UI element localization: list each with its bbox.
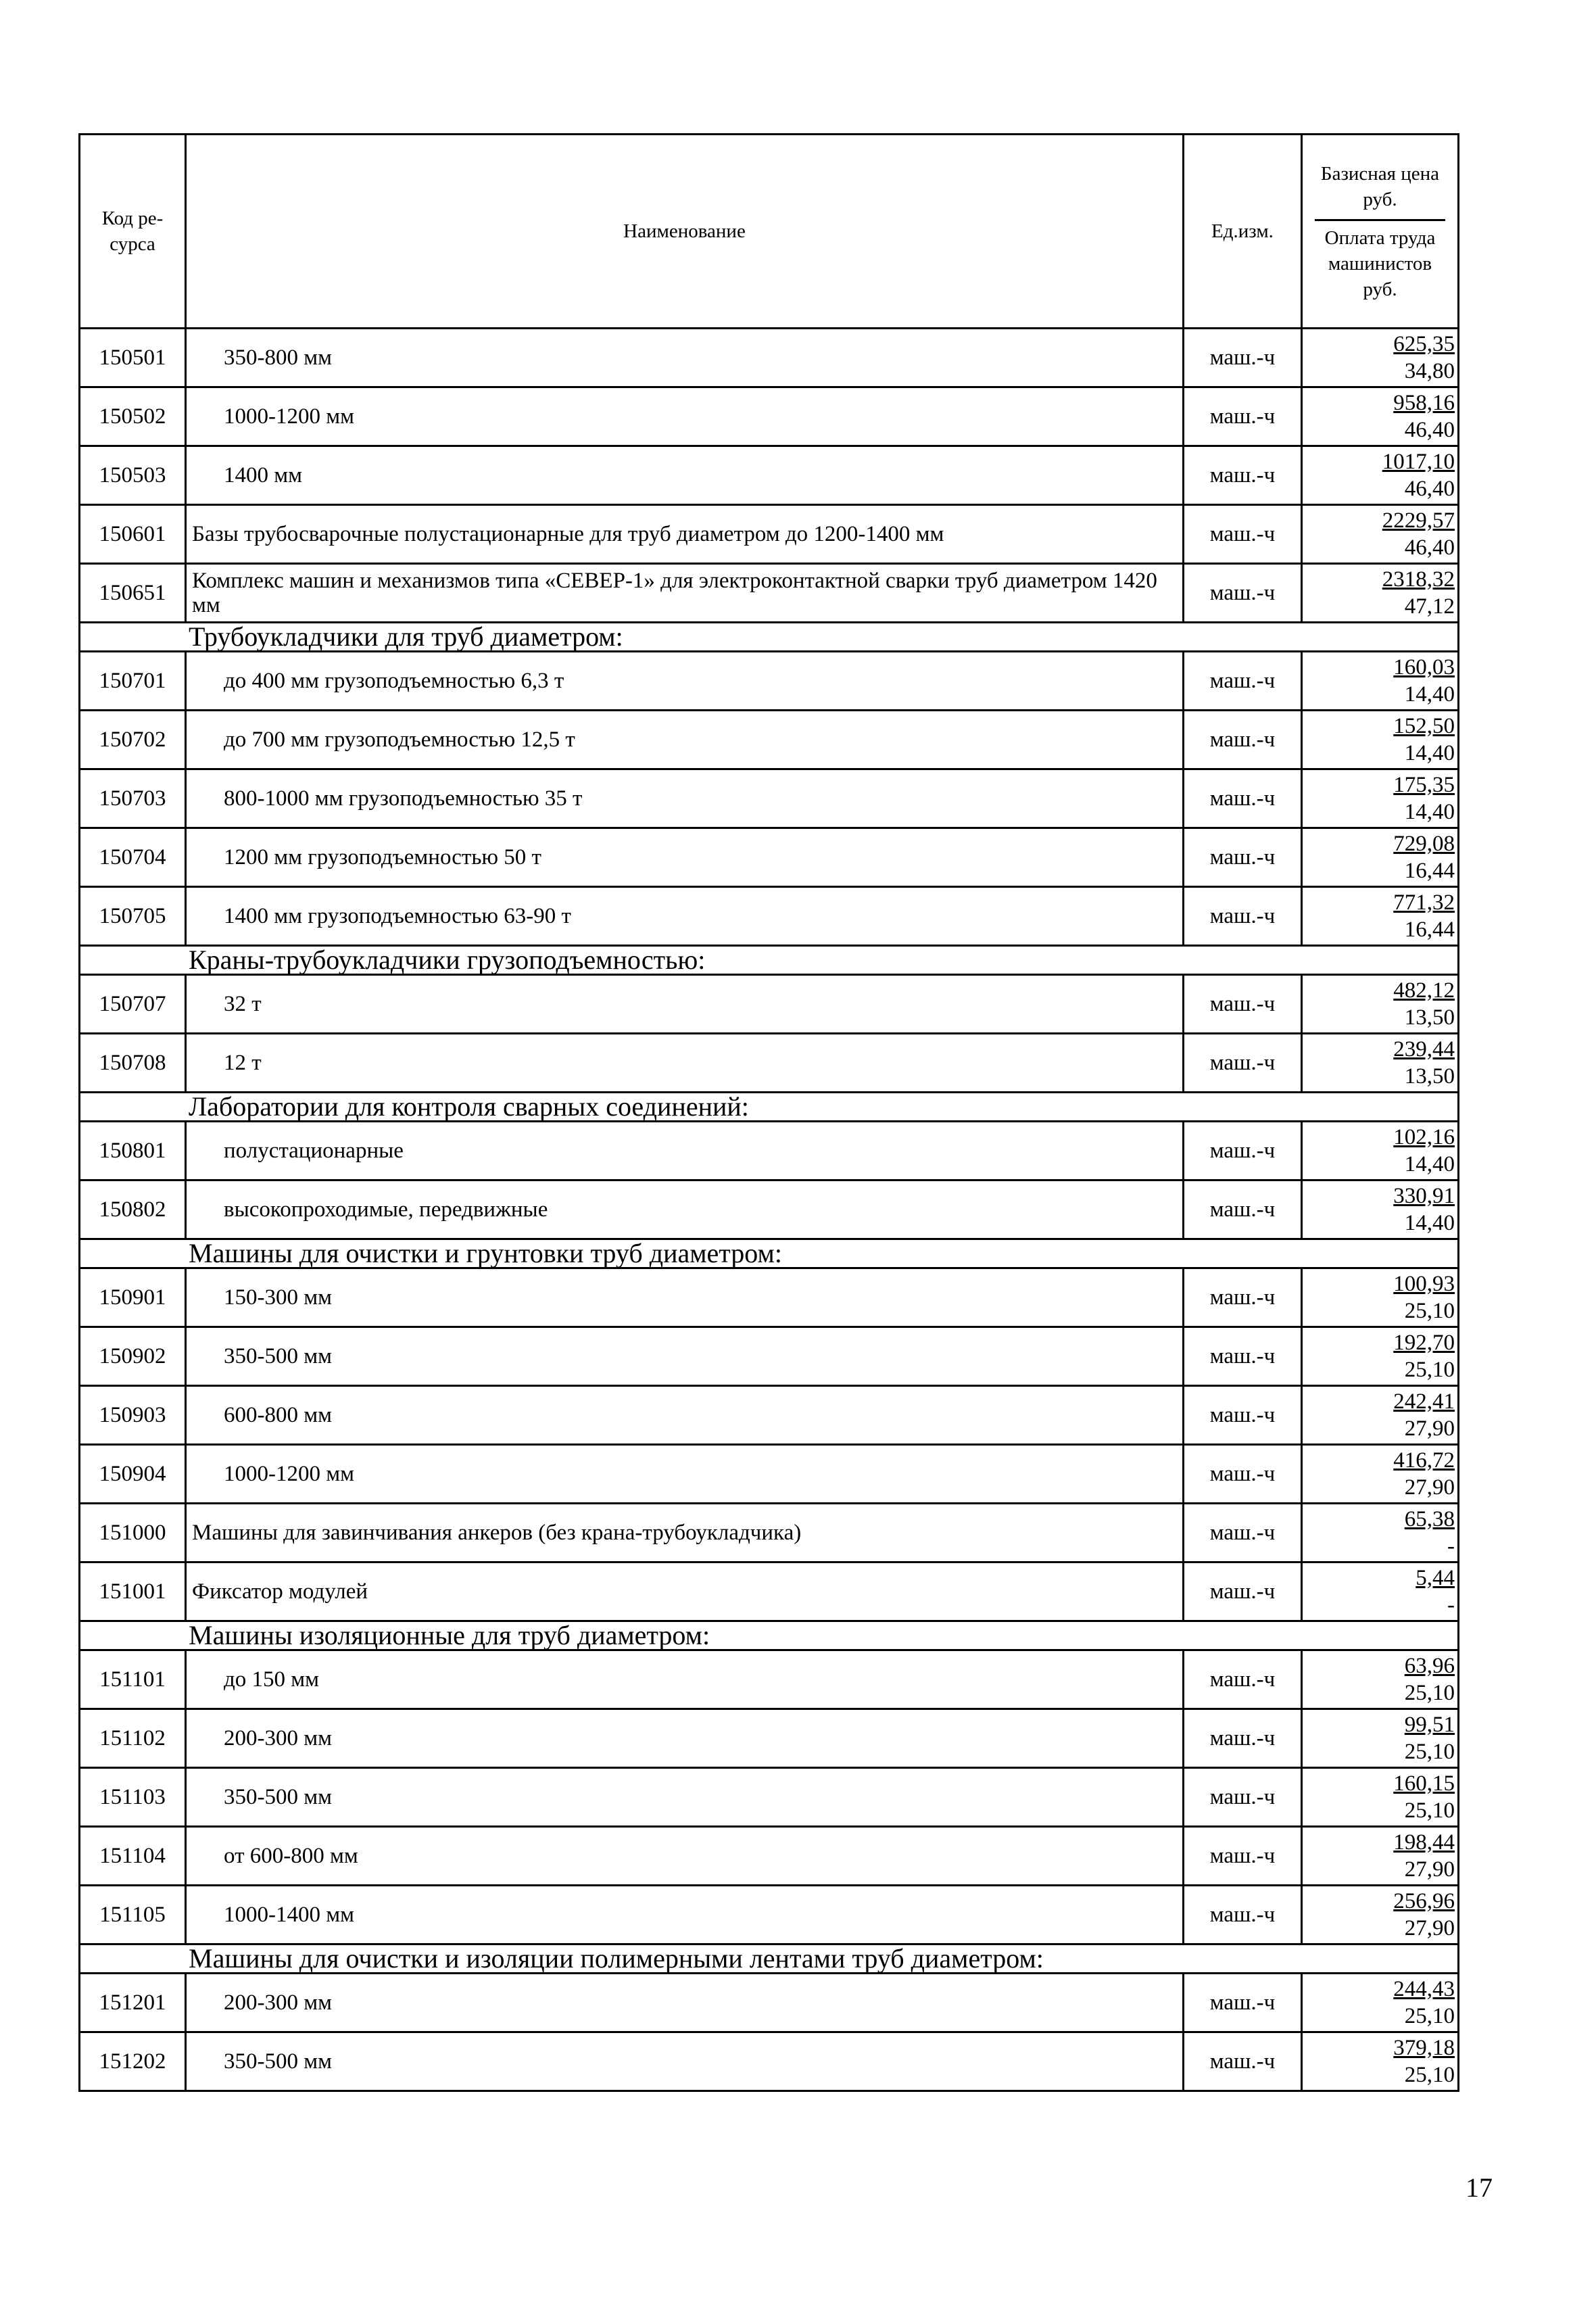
base-price: 63,96 bbox=[1404, 1654, 1455, 1678]
unit: маш.-ч bbox=[1184, 387, 1302, 446]
base-price: 65,38 bbox=[1404, 1507, 1455, 1531]
operator-wage: 16,44 bbox=[1404, 859, 1455, 883]
resource-name: до 150 мм bbox=[186, 1650, 1184, 1709]
price-cell bbox=[1302, 711, 1459, 769]
operator-wage: 13,50 bbox=[1404, 1064, 1455, 1089]
base-price: 198,44 bbox=[1393, 1830, 1455, 1855]
base-price: 5,44 bbox=[1416, 1566, 1455, 1590]
resource-code: 150801 bbox=[80, 1122, 186, 1180]
operator-wage: 14,40 bbox=[1404, 682, 1455, 707]
resource-name: 1400 мм грузоподъемностью 63-90 т bbox=[186, 887, 1184, 946]
resource-code: 150708 bbox=[80, 1034, 186, 1093]
resource-code: 151000 bbox=[80, 1504, 186, 1562]
unit: маш.-ч bbox=[1184, 1768, 1302, 1827]
resource-code: 150707 bbox=[80, 975, 186, 1034]
resource-name: Машины для завинчивания анкеров (без крана-трубоукладчика) bbox=[186, 1504, 1184, 1562]
table-row bbox=[80, 1768, 1459, 1827]
operator-wage: 27,90 bbox=[1404, 1857, 1455, 1882]
unit: маш.-ч bbox=[1184, 1122, 1302, 1180]
unit: маш.-ч bbox=[1184, 446, 1302, 505]
resource-code: 151202 bbox=[80, 2032, 186, 2091]
header-divider bbox=[1315, 219, 1445, 221]
base-price: 192,70 bbox=[1393, 1331, 1455, 1355]
price-cell bbox=[1302, 329, 1459, 387]
resource-code: 150904 bbox=[80, 1445, 186, 1504]
base-price: 416,72 bbox=[1393, 1448, 1455, 1473]
operator-wage: 14,40 bbox=[1404, 741, 1455, 765]
resource-name: 200-300 мм bbox=[186, 1974, 1184, 2032]
base-price: 242,41 bbox=[1393, 1389, 1455, 1414]
table-body bbox=[80, 329, 1459, 2091]
header-unit: Ед.изм. bbox=[1184, 135, 1302, 329]
table-row bbox=[80, 2032, 1459, 2091]
resource-code: 150501 bbox=[80, 329, 186, 387]
unit: маш.-ч bbox=[1184, 711, 1302, 769]
price-cell bbox=[1302, 1445, 1459, 1504]
resource-name: 600-800 мм bbox=[186, 1386, 1184, 1445]
section-header-row bbox=[80, 1944, 1459, 1974]
operator-wage: 25,10 bbox=[1404, 2063, 1455, 2087]
unit: маш.-ч bbox=[1184, 1650, 1302, 1709]
table-row bbox=[80, 652, 1459, 711]
price-cell bbox=[1302, 652, 1459, 711]
operator-wage: 27,90 bbox=[1404, 1916, 1455, 1940]
header-code: Код ре-сурса bbox=[80, 135, 186, 329]
base-price: 2229,57 bbox=[1382, 508, 1455, 533]
resource-code: 150802 bbox=[80, 1180, 186, 1239]
base-price: 379,18 bbox=[1393, 2036, 1455, 2060]
header-price-wage: Оплата труда машинистов руб. bbox=[1324, 226, 1436, 300]
resource-code: 151103 bbox=[80, 1768, 186, 1827]
unit: маш.-ч bbox=[1184, 564, 1302, 623]
base-price: 256,96 bbox=[1393, 1889, 1455, 1913]
table-header-row bbox=[80, 135, 1459, 329]
resource-name: 1200 мм грузоподъемностью 50 т bbox=[186, 828, 1184, 887]
unit: маш.-ч bbox=[1184, 1974, 1302, 2032]
base-price: 729,08 bbox=[1393, 832, 1455, 856]
section-header-row bbox=[80, 1239, 1459, 1268]
resource-name: Фиксатор модулей bbox=[186, 1562, 1184, 1621]
resource-code: 150651 bbox=[80, 564, 186, 623]
section-title: Трубоукладчики для труб диаметром: bbox=[80, 623, 1459, 652]
resource-name: 350-500 мм bbox=[186, 1327, 1184, 1386]
resource-code: 150704 bbox=[80, 828, 186, 887]
table-row bbox=[80, 1974, 1459, 2032]
base-price: 482,12 bbox=[1393, 978, 1455, 1003]
table-row bbox=[80, 1562, 1459, 1621]
base-price: 330,91 bbox=[1393, 1184, 1455, 1208]
resource-name: Комплекс машин и механизмов типа «СЕВЕР-1» для электроконтактной сварки труб диаметром 1420 мм bbox=[186, 564, 1184, 623]
base-price: 175,35 bbox=[1393, 773, 1455, 797]
resource-code: 150901 bbox=[80, 1268, 186, 1327]
resource-name: Базы трубосварочные полустационарные для труб диаметром до 1200-1400 мм bbox=[186, 505, 1184, 564]
resource-code: 151001 bbox=[80, 1562, 186, 1621]
resource-name: 800-1000 мм грузоподъемностью 35 т bbox=[186, 769, 1184, 828]
unit: маш.-ч bbox=[1184, 652, 1302, 711]
operator-wage: 25,10 bbox=[1404, 1798, 1455, 1823]
price-cell bbox=[1302, 1268, 1459, 1327]
section-title: Машины изоляционные для труб диаметром: bbox=[80, 1621, 1459, 1650]
resource-name: 1000-1200 мм bbox=[186, 1445, 1184, 1504]
base-price: 2318,32 bbox=[1382, 567, 1455, 592]
resource-code: 151101 bbox=[80, 1650, 186, 1709]
price-cell bbox=[1302, 1886, 1459, 1944]
resource-name: до 700 мм грузоподъемностью 12,5 т bbox=[186, 711, 1184, 769]
header-price bbox=[1302, 135, 1459, 329]
operator-wage: 25,10 bbox=[1404, 1299, 1455, 1323]
base-price: 100,93 bbox=[1393, 1272, 1455, 1296]
price-cell bbox=[1302, 1650, 1459, 1709]
table-row bbox=[80, 1180, 1459, 1239]
table-row bbox=[80, 1709, 1459, 1768]
operator-wage: 34,80 bbox=[1404, 359, 1455, 383]
table-row bbox=[80, 446, 1459, 505]
base-price: 102,16 bbox=[1393, 1125, 1455, 1149]
section-title: Машины для очистки и изоляции полимерными лентами труб диаметром: bbox=[80, 1944, 1459, 1974]
price-cell bbox=[1302, 828, 1459, 887]
unit: маш.-ч bbox=[1184, 975, 1302, 1034]
table-row bbox=[80, 1886, 1459, 1944]
base-price: 99,51 bbox=[1404, 1713, 1455, 1737]
resource-name: 150-300 мм bbox=[186, 1268, 1184, 1327]
table-row bbox=[80, 887, 1459, 946]
unit: маш.-ч bbox=[1184, 1327, 1302, 1386]
resource-code: 150601 bbox=[80, 505, 186, 564]
operator-wage: 27,90 bbox=[1404, 1475, 1455, 1500]
resource-code: 151104 bbox=[80, 1827, 186, 1886]
unit: маш.-ч bbox=[1184, 2032, 1302, 2091]
base-price: 1017,10 bbox=[1382, 450, 1455, 474]
operator-wage: 25,10 bbox=[1404, 1681, 1455, 1705]
base-price: 152,50 bbox=[1393, 714, 1455, 738]
unit: маш.-ч bbox=[1184, 1886, 1302, 1944]
operator-wage: 46,40 bbox=[1404, 535, 1455, 560]
resource-name: 32 т bbox=[186, 975, 1184, 1034]
table-row bbox=[80, 1327, 1459, 1386]
resource-code: 150702 bbox=[80, 711, 186, 769]
table-row bbox=[80, 828, 1459, 887]
operator-wage: 25,10 bbox=[1404, 1740, 1455, 1764]
table-row bbox=[80, 1504, 1459, 1562]
table-row bbox=[80, 1650, 1459, 1709]
table-row bbox=[80, 1386, 1459, 1445]
resource-name: 1000-1400 мм bbox=[186, 1886, 1184, 1944]
price-cell bbox=[1302, 1709, 1459, 1768]
price-cell bbox=[1302, 2032, 1459, 2091]
unit: маш.-ч bbox=[1184, 1386, 1302, 1445]
unit: маш.-ч bbox=[1184, 329, 1302, 387]
table-row bbox=[80, 711, 1459, 769]
operator-wage: 46,40 bbox=[1404, 418, 1455, 442]
unit: маш.-ч bbox=[1184, 887, 1302, 946]
price-cell bbox=[1302, 505, 1459, 564]
price-cell bbox=[1302, 1122, 1459, 1180]
table-row bbox=[80, 1122, 1459, 1180]
price-cell bbox=[1302, 1562, 1459, 1621]
price-cell bbox=[1302, 975, 1459, 1034]
resource-name: до 400 мм грузоподъемностью 6,3 т bbox=[186, 652, 1184, 711]
resource-code: 151201 bbox=[80, 1974, 186, 2032]
price-cell bbox=[1302, 387, 1459, 446]
operator-wage: 14,40 bbox=[1404, 800, 1455, 824]
unit: маш.-ч bbox=[1184, 505, 1302, 564]
price-cell bbox=[1302, 1034, 1459, 1093]
header-price-base: Базисная цена руб. bbox=[1320, 162, 1440, 210]
resource-code: 150502 bbox=[80, 387, 186, 446]
unit: маш.-ч bbox=[1184, 1562, 1302, 1621]
price-cell bbox=[1302, 1974, 1459, 2032]
table-row bbox=[80, 975, 1459, 1034]
section-header-row bbox=[80, 1093, 1459, 1122]
resource-name: полустационарные bbox=[186, 1122, 1184, 1180]
price-cell bbox=[1302, 1827, 1459, 1886]
resource-code: 150705 bbox=[80, 887, 186, 946]
base-price: 160,15 bbox=[1393, 1771, 1455, 1796]
base-price: 625,35 bbox=[1393, 332, 1455, 356]
resource-price-table bbox=[78, 133, 1459, 2092]
resource-name: 12 т bbox=[186, 1034, 1184, 1093]
table-row bbox=[80, 564, 1459, 623]
resource-name: 1400 мм bbox=[186, 446, 1184, 505]
operator-wage: 27,90 bbox=[1404, 1416, 1455, 1441]
resource-name: 1000-1200 мм bbox=[186, 387, 1184, 446]
section-title: Краны-трубоукладчики грузоподъемностью: bbox=[80, 946, 1459, 975]
operator-wage: 25,10 bbox=[1404, 1358, 1455, 1382]
operator-wage: 47,12 bbox=[1404, 594, 1455, 619]
unit: маш.-ч bbox=[1184, 1445, 1302, 1504]
operator-wage: 13,50 bbox=[1404, 1005, 1455, 1030]
base-price: 244,43 bbox=[1393, 1977, 1455, 2001]
operator-wage: 14,40 bbox=[1404, 1211, 1455, 1235]
section-header-row bbox=[80, 623, 1459, 652]
header-name: Наименование bbox=[186, 135, 1184, 329]
table-row bbox=[80, 769, 1459, 828]
operator-wage: 16,44 bbox=[1404, 917, 1455, 942]
table-row bbox=[80, 387, 1459, 446]
price-cell bbox=[1302, 446, 1459, 505]
resource-name: 200-300 мм bbox=[186, 1709, 1184, 1768]
section-header-row bbox=[80, 946, 1459, 975]
table-row bbox=[80, 505, 1459, 564]
unit: маш.-ч bbox=[1184, 1504, 1302, 1562]
operator-wage: - bbox=[1447, 1593, 1455, 1617]
table-row bbox=[80, 1268, 1459, 1327]
price-cell bbox=[1302, 1180, 1459, 1239]
operator-wage: - bbox=[1447, 1534, 1455, 1558]
base-price: 160,03 bbox=[1393, 655, 1455, 679]
table-row bbox=[80, 1034, 1459, 1093]
resource-code: 150902 bbox=[80, 1327, 186, 1386]
resource-code: 150503 bbox=[80, 446, 186, 505]
unit: маш.-ч bbox=[1184, 1180, 1302, 1239]
unit: маш.-ч bbox=[1184, 1827, 1302, 1886]
price-cell bbox=[1302, 1327, 1459, 1386]
price-cell bbox=[1302, 1386, 1459, 1445]
resource-name: 350-800 мм bbox=[186, 329, 1184, 387]
operator-wage: 25,10 bbox=[1404, 2004, 1455, 2028]
operator-wage: 46,40 bbox=[1404, 477, 1455, 501]
price-cell bbox=[1302, 887, 1459, 946]
unit: маш.-ч bbox=[1184, 1034, 1302, 1093]
resource-name: от 600-800 мм bbox=[186, 1827, 1184, 1886]
section-header-row bbox=[80, 1621, 1459, 1650]
page-number: 17 bbox=[1466, 2172, 1493, 2203]
operator-wage: 14,40 bbox=[1404, 1152, 1455, 1176]
base-price: 771,32 bbox=[1393, 890, 1455, 915]
price-cell bbox=[1302, 1504, 1459, 1562]
unit: маш.-ч bbox=[1184, 1709, 1302, 1768]
resource-code: 150701 bbox=[80, 652, 186, 711]
table-row bbox=[80, 1445, 1459, 1504]
section-title: Машины для очистки и грунтовки труб диаметром: bbox=[80, 1239, 1459, 1268]
resource-code: 150903 bbox=[80, 1386, 186, 1445]
unit: маш.-ч bbox=[1184, 828, 1302, 887]
resource-code: 151105 bbox=[80, 1886, 186, 1944]
resource-code: 151102 bbox=[80, 1709, 186, 1768]
price-cell bbox=[1302, 564, 1459, 623]
section-title: Лаборатории для контроля сварных соединений: bbox=[80, 1093, 1459, 1122]
table-row bbox=[80, 1827, 1459, 1886]
price-cell bbox=[1302, 769, 1459, 828]
table-row bbox=[80, 329, 1459, 387]
unit: маш.-ч bbox=[1184, 769, 1302, 828]
price-cell bbox=[1302, 1768, 1459, 1827]
unit: маш.-ч bbox=[1184, 1268, 1302, 1327]
base-price: 239,44 bbox=[1393, 1037, 1455, 1061]
resource-name: 350-500 мм bbox=[186, 1768, 1184, 1827]
resource-name: 350-500 мм bbox=[186, 2032, 1184, 2091]
base-price: 958,16 bbox=[1393, 391, 1455, 415]
resource-name: высокопроходимые, передвижные bbox=[186, 1180, 1184, 1239]
resource-code: 150703 bbox=[80, 769, 186, 828]
